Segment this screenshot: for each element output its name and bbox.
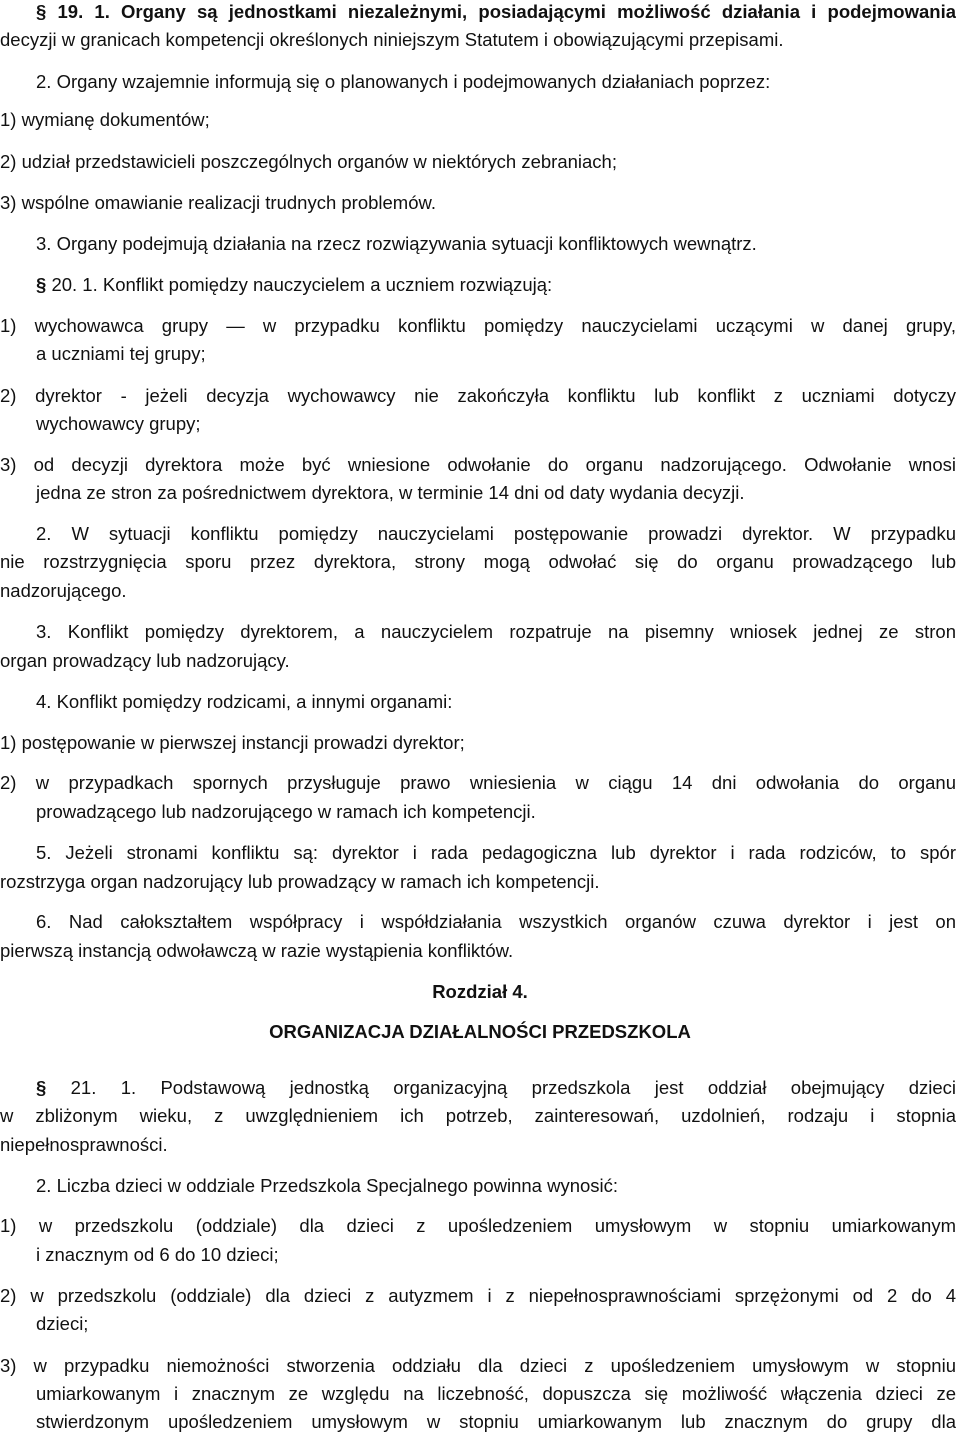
- point-2-item-1: 1) w przedszkolu (oddziale) dla dzieci z upośledzeniem umysłowym w stopniu umiarkowanym: [0, 1215, 956, 1236]
- paragraph-20-point-5: 5. Jeżeli stronami konfliktu są: dyrektor i rada pedagogiczna lub dyrektor i rada rodziców, to spór: [36, 842, 956, 863]
- paragraph-20-point-2: 2. W sytuacji konfliktu pomiędzy nauczycielami postępowanie prowadzi dyrektor. W przypadku: [36, 523, 956, 544]
- paragraph-20-point-3: 3. Konflikt pomiędzy dyrektorem, a nauczycielem rozpatruje na pisemny wniosek jednej ze stron: [36, 621, 956, 642]
- paragraph-20-point-2-cont: nie rozstrzygnięcia sporu przez dyrektora, strony mogą odwołać się do organu prowadzącego lub: [0, 551, 956, 572]
- paragraph-20-item-1: 1) wychowawca grupy — w przypadku konfliktu pomiędzy nauczycielami uczącymi w danej grupy,: [0, 315, 956, 336]
- paragraph-20-item-3: 3) od decyzji dyrektora może być wniesione odwołanie do organu nadzorującego. Odwołanie wnosi: [0, 454, 956, 475]
- chapter-heading: Rozdział 4.: [432, 981, 528, 1002]
- point-2-item-2: 2) w przedszkolu (oddziale) dla dzieci z autyzmem i z niepełnosprawnościami sprzężonymi od 2 do 4: [0, 1285, 956, 1306]
- paragraph-19-text-1: 19. 1. Organy są jednostkami niezależnymi, posiadającymi możliwość działania i podejmowania: [57, 1, 956, 22]
- list-item-2: 2) udział przedstawicieli poszczególnych organów w niektórych zebraniach;: [0, 151, 617, 172]
- point-2-item-3-cont-2: stwierdzonym upośledzeniem umysłowym w stopniu umiarkowanym lub znacznym do grupy dla: [36, 1411, 956, 1432]
- paragraph-19-item-3: 3. Organy podejmują działania na rzecz rozwiązywania sytuacji konfliktowych wewnątrz.: [36, 233, 757, 254]
- chapter-title: ORGANIZACJA DZIAŁALNOŚCI PRZEDSZKOLA: [269, 1021, 691, 1042]
- paragraph-20-point-6-cont: pierwszą instancją odwoławczą w razie wystąpienia konfliktów.: [0, 940, 514, 961]
- section-sign: §: [36, 274, 47, 295]
- paragraph-20-point-4: 4. Konflikt pomiędzy rodzicami, a innymi organami:: [36, 691, 453, 712]
- paragraph-20-point-6: 6. Nad całokształtem współpracy i współdziałania wszystkich organów czuwa dyrektor i jest on: [36, 911, 956, 932]
- paragraph-20-point-2-end: nadzorującego.: [0, 580, 127, 601]
- list-item-3: 3) wspólne omawianie realizacji trudnych problemów.: [0, 192, 436, 213]
- paragraph-19-line-2: decyzji w granicach kompetencji określonych niniejszym Statutem i obowiązującymi przepisami.: [0, 29, 784, 50]
- paragraph-20-item-2: 2) dyrektor - jeżeli decyzja wychowawcy nie zakończyła konfliktu lub konflikt z uczniami dotyczy: [0, 385, 956, 406]
- paragraph-20-item-2-cont: wychowawcy grupy;: [36, 413, 201, 434]
- paragraph-21-line-2: w zbliżonym wieku, z uwzględnieniem ich potrzeb, zainteresowań, uzdolnień, rodzaju i stopnia: [0, 1105, 956, 1126]
- point-4-item-1: 1) postępowanie w pierwszej instancji prowadzi dyrektor;: [0, 732, 465, 753]
- point-4-item-2-cont: prowadzącego lub nadzorującego w ramach ich kompetencji.: [36, 801, 536, 822]
- paragraph-20-text-1: 20. 1. Konflikt pomiędzy nauczycielem a uczniem rozwiązują:: [51, 274, 553, 295]
- paragraph-19-item-2: 2. Organy wzajemnie informują się o planowanych i podejmowanych działaniach poprzez:: [36, 71, 771, 92]
- paragraph-20-line-1: [36, 273, 552, 297]
- paragraph-20-point-3-cont: organ prowadzący lub nadzorujący.: [0, 650, 290, 671]
- point-4-item-2: 2) w przypadkach spornych przysługuje prawo wniesienia w ciągu 14 dni odwołania do organu: [0, 772, 956, 793]
- point-2-item-2-cont: dzieci;: [36, 1313, 89, 1334]
- paragraph-20-item-3-cont: jedna ze stron za pośrednictwem dyrektora, w terminie 14 dni od daty wydania decyzji.: [36, 482, 745, 503]
- point-2-item-3: 3) w przypadku niemożności stworzenia oddziału dla dzieci z upośledzeniem umysłowym w stopniu: [0, 1355, 956, 1376]
- paragraph-21-text-1: 21. 1. Podstawową jednostką organizacyjną przedszkola jest oddział obejmujący dzieci: [70, 1077, 956, 1098]
- paragraph-20-item-1-cont: a uczniami tej grupy;: [36, 343, 206, 364]
- paragraph-19-line-1: [36, 0, 956, 24]
- paragraph-20-point-5-cont: rozstrzyga organ nadzorujący lub prowadzący w ramach ich kompetencji.: [0, 871, 600, 892]
- paragraph-21-point-2: 2. Liczba dzieci w oddziale Przedszkola Specjalnego powinna wynosić:: [36, 1175, 619, 1196]
- section-sign: §: [36, 1077, 47, 1098]
- section-sign: §: [36, 1, 47, 22]
- paragraph-21-line-3: niepełnosprawności.: [0, 1134, 168, 1155]
- list-item-1: 1) wymianę dokumentów;: [0, 109, 210, 130]
- paragraph-21-line-1: [36, 1076, 956, 1100]
- point-2-item-1-cont: i znacznym od 6 do 10 dzieci;: [36, 1244, 279, 1265]
- point-2-item-3-cont: umiarkowanym i znacznym ze względu na liczebność, dopuszcza się możliwość włączenia dzieci ze: [36, 1383, 956, 1404]
